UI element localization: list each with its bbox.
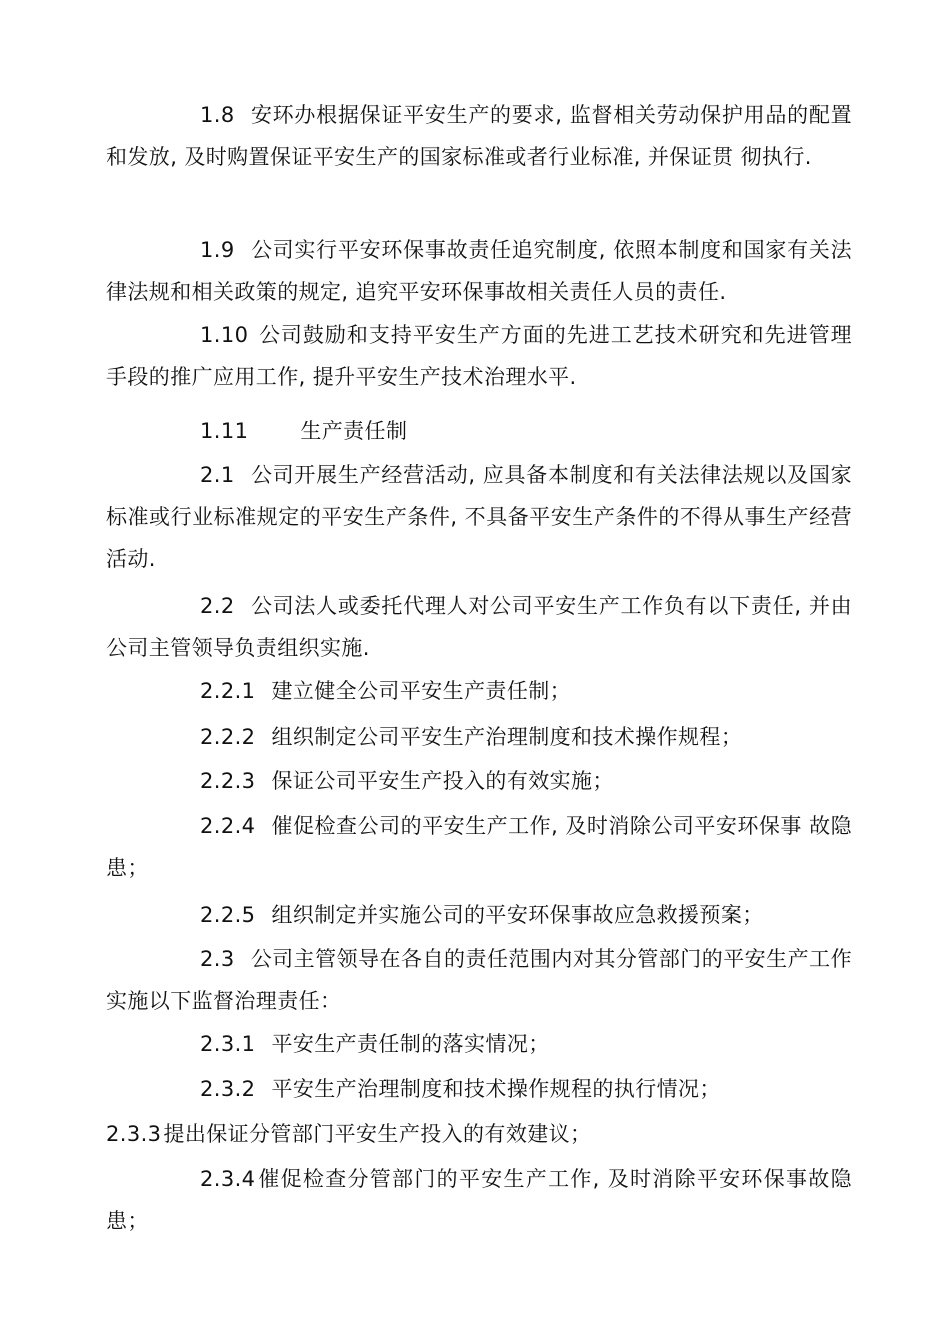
clause-text: 保证公司平安生产投入的有效实施； bbox=[271, 769, 614, 793]
clause-text: 公司实行平安环保事故责任追究制度, 依照本制度和国家有关法律法规和相关政策的规定, 追究平安环保事故相关责任人员的责任. bbox=[106, 238, 852, 304]
paragraph-2-3-1 bbox=[106, 1023, 852, 1065]
clause-text: 平安生产治理制度和技术操作规程的执行情况； bbox=[271, 1077, 721, 1101]
clause-number: 2.3.3 bbox=[106, 1122, 162, 1146]
clause-number: 2.2.3 bbox=[200, 769, 256, 793]
paragraph-1-10 bbox=[106, 314, 852, 398]
clause-text: 组织制定公司平安生产治理制度和技术操作规程； bbox=[271, 725, 743, 749]
clause-number: 1.8 bbox=[200, 103, 235, 127]
paragraph-2-3-2 bbox=[106, 1068, 852, 1110]
clause-text: 安环办根据保证平安生产的要求, 监督相关劳动保护用品的配置和发放, 及时购置保证平安生产的国家标准或者行业标准, 并保证贯 彻执行. bbox=[106, 103, 852, 169]
paragraph-2-2-5 bbox=[106, 894, 852, 936]
clause-text: 公司法人或委托代理人对公司平安生产工作负有以下责任, 并由公司主管领导负责组织实施. bbox=[106, 594, 852, 660]
clause-text: 提出保证分管部门平安生产投入的有效建议； bbox=[163, 1122, 592, 1146]
clause-number: 2.3 bbox=[200, 947, 235, 971]
clause-text: 公司开展生产经营活动, 应具备本制度和有关法律法规以及国家标准或行业标准规定的平安生产条件, 不具备平安生产条件的不得从事生产经营活动. bbox=[106, 463, 852, 571]
paragraph-1-8 bbox=[106, 94, 852, 178]
clause-text: 催促检查分管部门的平安生产工作, 及时消除平安环保事故隐患； bbox=[106, 1167, 852, 1233]
clause-number: 2.3.2 bbox=[200, 1077, 256, 1101]
paragraph-2-2-3 bbox=[106, 760, 852, 802]
clause-number: 2.3.1 bbox=[200, 1032, 256, 1056]
paragraph-2-2 bbox=[106, 585, 852, 669]
clause-number: 2.3.4 bbox=[200, 1167, 256, 1191]
clause-number: 2.2.2 bbox=[200, 725, 256, 749]
clause-number: 2.2.5 bbox=[200, 903, 256, 927]
clause-text: 公司鼓励和支持平安生产方面的先进工艺技术研究和先进管理手段的推广应用工作, 提升平安生产技术治理水平. bbox=[106, 323, 852, 389]
paragraph-2-1 bbox=[106, 454, 852, 580]
clause-text: 建立健全公司平安生产责任制； bbox=[271, 679, 572, 703]
clause-text: 公司主管领导在各自的责任范围内对其分管部门的平安生产工作实施以下监督治理责任： bbox=[106, 947, 852, 1013]
clause-text: 催促检查公司的平安生产工作, 及时消除公司平安环保事 故隐患； bbox=[106, 814, 852, 880]
paragraph-2-2-1 bbox=[106, 670, 852, 712]
section-heading: 生产责任制 bbox=[300, 419, 408, 443]
paragraph-2-3-4 bbox=[106, 1158, 852, 1242]
clause-text: 组织制定并实施公司的平安环保事故应急救援预案； bbox=[271, 903, 764, 927]
paragraph-2-2-4 bbox=[106, 805, 852, 889]
paragraph-2-3 bbox=[106, 938, 852, 1022]
clause-text: 平安生产责任制的落实情况； bbox=[271, 1032, 550, 1056]
paragraph-1-11 bbox=[106, 410, 852, 452]
clause-number: 2.2.4 bbox=[200, 814, 256, 838]
clause-number: 1.10 bbox=[200, 323, 249, 347]
paragraph-2-3-3 bbox=[106, 1113, 852, 1155]
clause-number: 2.1 bbox=[200, 463, 235, 487]
clause-number: 1.11 bbox=[200, 419, 249, 443]
clause-number: 1.9 bbox=[200, 238, 235, 262]
paragraph-1-9 bbox=[106, 229, 852, 313]
clause-number: 2.2.1 bbox=[200, 679, 256, 703]
paragraph-2-2-2 bbox=[106, 716, 852, 758]
clause-number: 2.2 bbox=[200, 594, 235, 618]
